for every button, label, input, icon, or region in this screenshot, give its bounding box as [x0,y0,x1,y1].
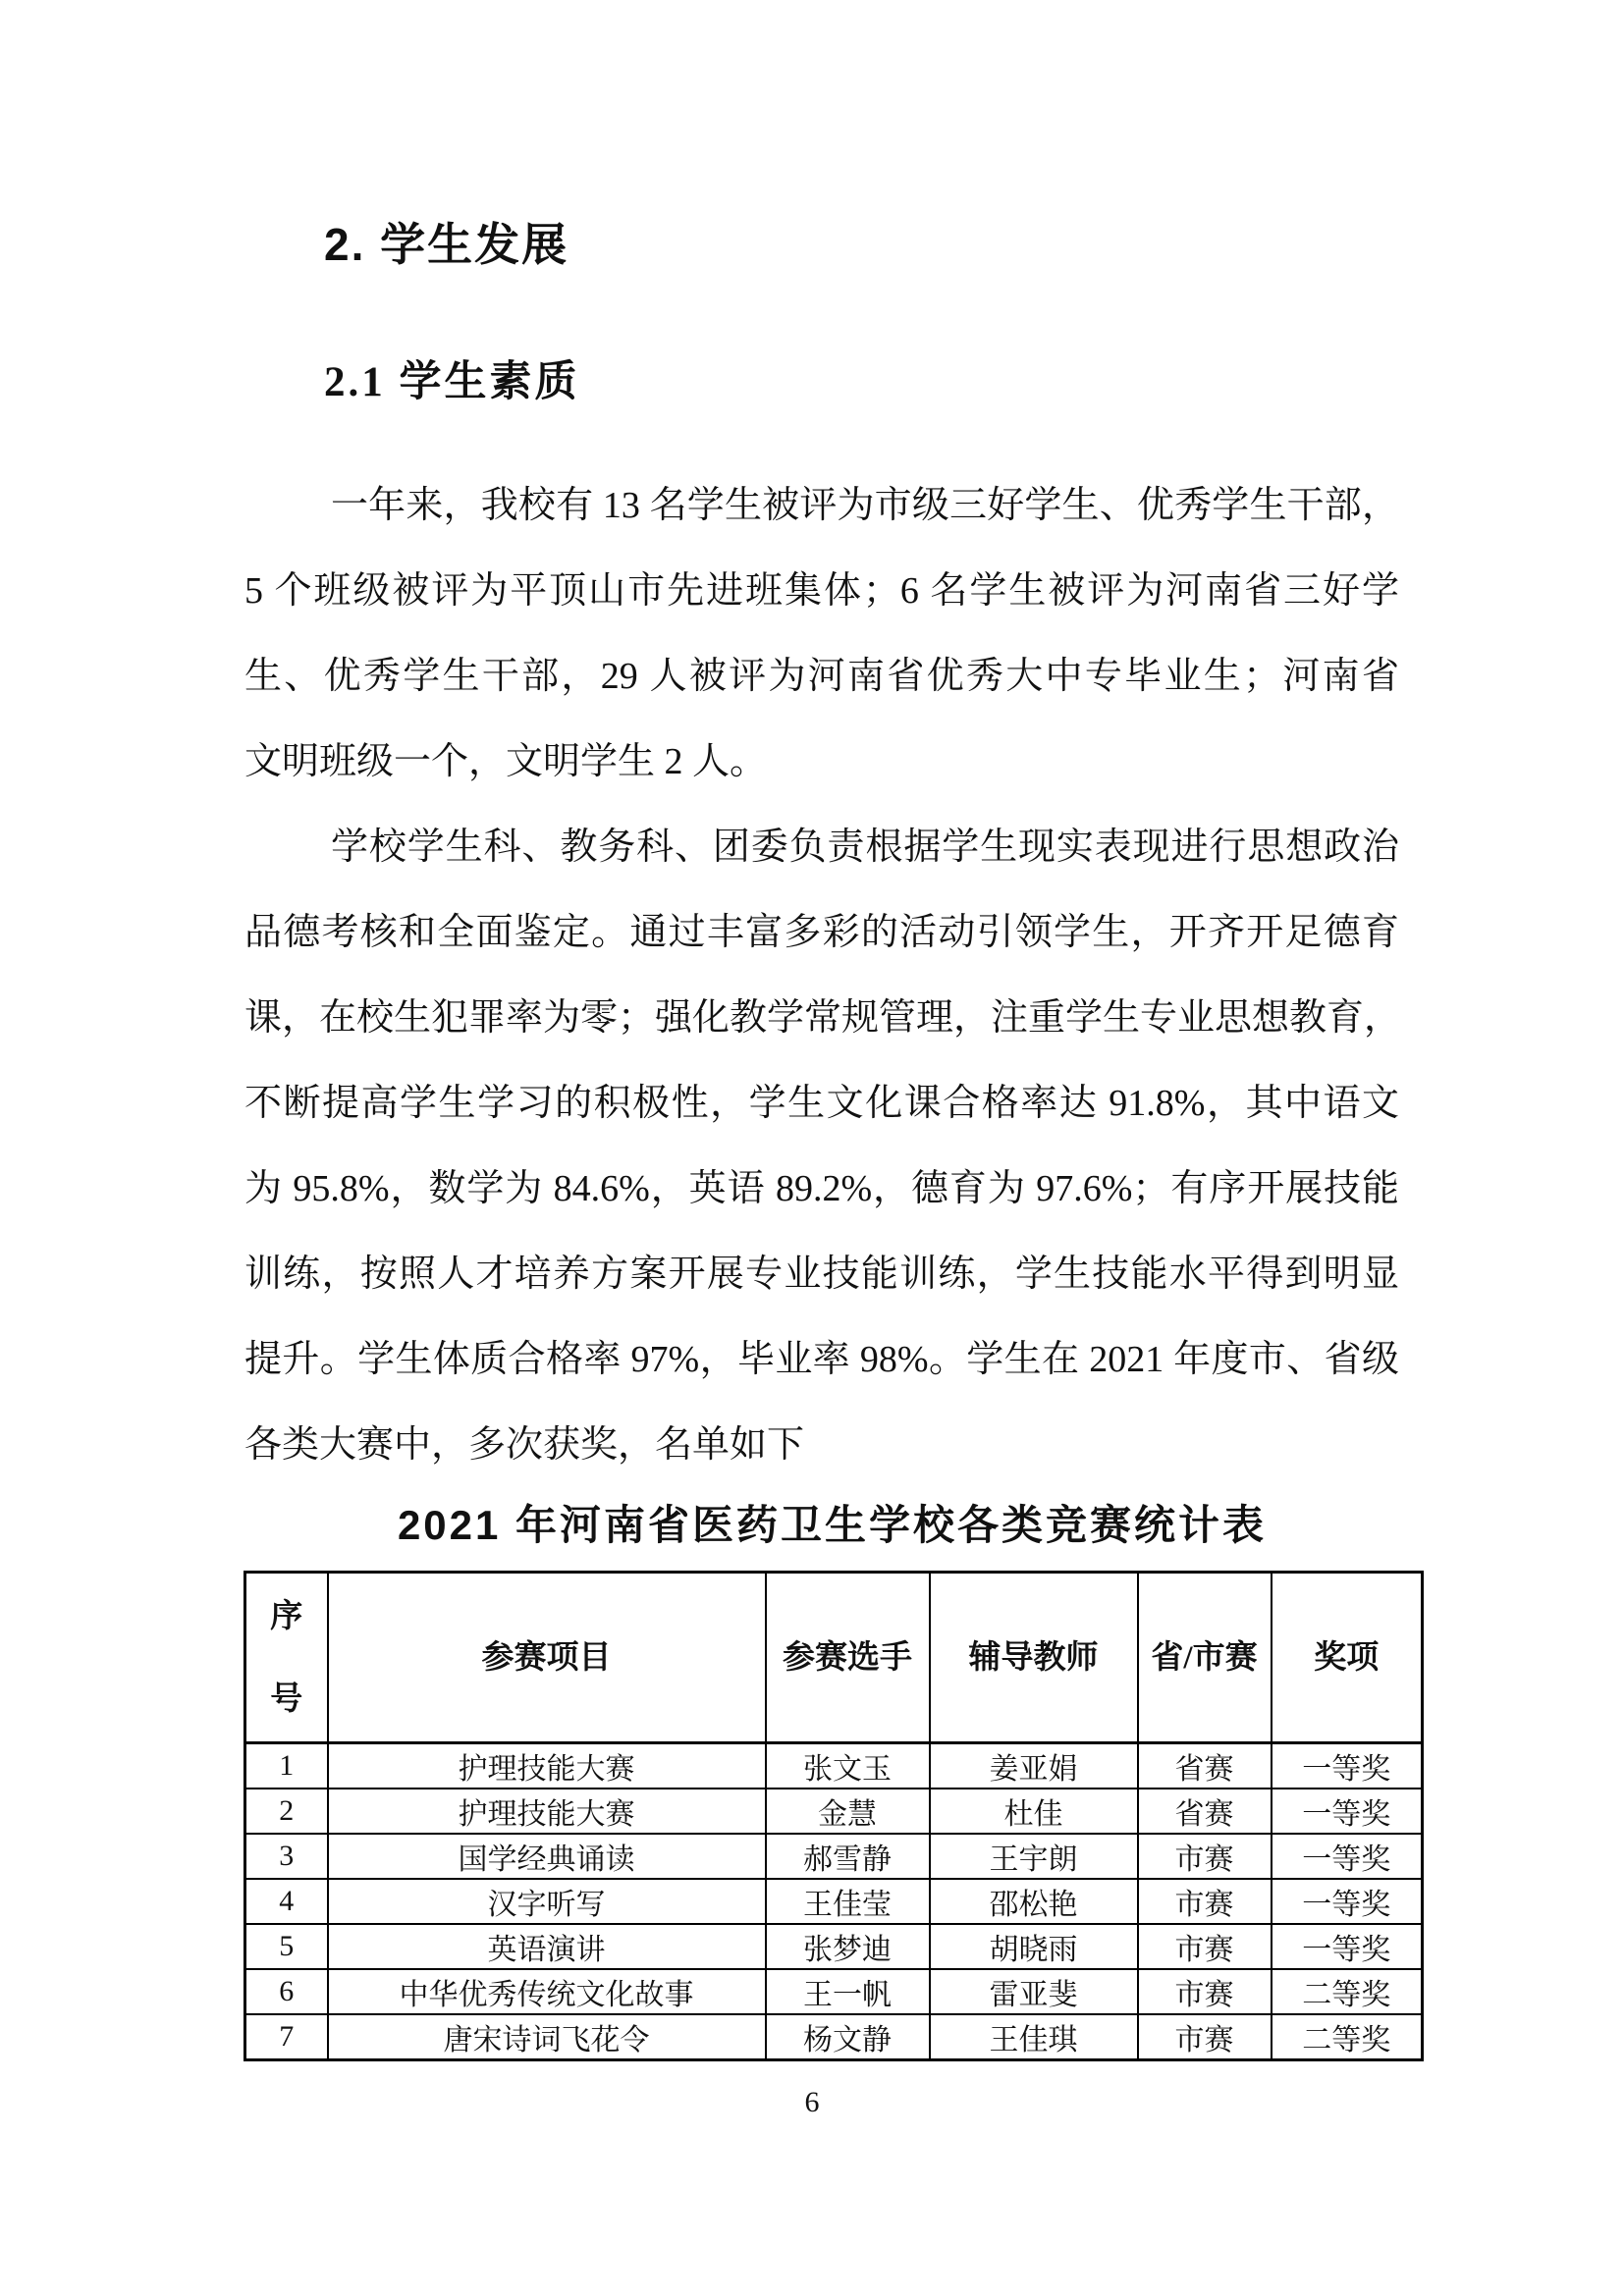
competition-table [244,1571,1424,2061]
table-cell: 邵松艳 [930,1879,1138,1924]
paragraph-2-line-1: 学校学生科、教务科、团委负责根据学生现实表现进行思想政治 [331,827,1399,868]
table-cell: 7 [245,2014,328,2060]
table-cell: 1 [245,1743,328,1789]
table-cell: 一等奖 [1272,1924,1423,1969]
table-cell: 市赛 [1138,1879,1272,1924]
table-cell: 唐宋诗词飞花令 [328,2014,766,2060]
table-cell: 张文玉 [766,1743,930,1789]
table-cell: 市赛 [1138,1834,1272,1879]
column-header-teacher: 辅导教师 [930,1573,1138,1743]
table-cell: 金慧 [766,1789,930,1834]
table-row [245,1789,1423,1834]
column-header-level: 省/市赛 [1138,1573,1272,1743]
subsection-heading: 2.1 学生素质 [324,359,580,405]
table-row [245,1743,1423,1789]
table-cell: 6 [245,1969,328,2014]
table-cell: 一等奖 [1272,1879,1423,1924]
table-cell: 护理技能大赛 [328,1743,766,1789]
table-cell: 2 [245,1789,328,1834]
column-header-contestant: 参赛选手 [766,1573,930,1743]
table-cell: 市赛 [1138,1924,1272,1969]
table-row [245,1969,1423,2014]
paragraph-2-line-7: 提升。学生体质合格率 97%，毕业率 98%。学生在 2021 年度市、省级 [244,1339,1399,1380]
table-cell: 英语演讲 [328,1924,766,1969]
table-cell: 王佳琪 [930,2014,1138,2060]
table-cell: 姜亚娟 [930,1743,1138,1789]
table-cell: 护理技能大赛 [328,1789,766,1834]
column-header-seq: 序号 [245,1573,328,1743]
paragraph-1-line-1: 一年来，我校有 13 名学生被评为市级三好学生、优秀学生干部， [331,485,1399,526]
table-cell: 省赛 [1138,1743,1272,1789]
table-cell: 杜佳 [930,1789,1138,1834]
table-cell: 张梦迪 [766,1924,930,1969]
paragraph-1-line-4: 文明班级一个，文明学生 2 人。 [244,741,768,782]
table-title: 2021 年河南省医药卫生学校各类竞赛统计表 [397,1502,1268,1548]
table-cell: 一等奖 [1272,1834,1423,1879]
table-cell: 胡晓雨 [930,1924,1138,1969]
table-cell: 二等奖 [1272,2014,1423,2060]
table-cell: 王宇朗 [930,1834,1138,1879]
table-cell: 王一帆 [766,1969,930,2014]
table-cell: 5 [245,1924,328,1969]
body-text [244,463,1402,1488]
page-number: 6 [804,2086,820,2118]
paragraph-2-line-4: 不断提高学生学习的积极性，学生文化课合格率达 91.8%，其中语文 [244,1083,1399,1124]
table-row [245,2014,1423,2060]
competition-table-body [245,1743,1423,2060]
paragraph-1-line-3: 生、优秀学生干部，29 人被评为河南省优秀大中专毕业生；河南省 [244,656,1399,697]
table-cell: 一等奖 [1272,1743,1423,1789]
table-cell: 二等奖 [1272,1969,1423,2014]
column-header-award: 奖项 [1272,1573,1423,1743]
paragraph-2-line-2: 品德考核和全面鉴定。通过丰富多彩的活动引领学生，开齐开足德育 [244,912,1399,953]
paragraph-2-line-5: 为 95.8%，数学为 84.6%，英语 89.2%，德育为 97.6%；有序开展技能 [244,1168,1399,1209]
table-row [245,1834,1423,1879]
table-cell: 3 [245,1834,328,1879]
table-cell: 省赛 [1138,1789,1272,1834]
table-header-row [245,1573,1423,1743]
table-cell: 杨文静 [766,2014,930,2060]
paragraph-1-line-2: 5 个班级被评为平顶山市先进班集体；6 名学生被评为河南省三好学 [244,570,1399,612]
table-row [245,1924,1423,1969]
table-cell: 郝雪静 [766,1834,930,1879]
table-cell: 一等奖 [1272,1789,1423,1834]
table-cell: 中华优秀传统文化故事 [328,1969,766,2014]
table-cell: 雷亚斐 [930,1969,1138,2014]
paragraph-2-line-3: 课，在校生犯罪率为零；强化教学常规管理，注重学生专业思想教育， [244,997,1402,1039]
paragraph-2-line-8: 各类大赛中，多次获奖，名单如下 [244,1424,805,1466]
section-heading: 2. 学生发展 [324,219,569,270]
table-cell: 4 [245,1879,328,1924]
column-header-event: 参赛项目 [328,1573,766,1743]
table-cell: 市赛 [1138,1969,1272,2014]
table-cell: 国学经典诵读 [328,1834,766,1879]
paragraph-2-line-6: 训练，按照人才培养方案开展专业技能训练，学生技能水平得到明显 [244,1254,1399,1295]
table-cell: 王佳莹 [766,1879,930,1924]
table-row [245,1879,1423,1924]
table-cell: 市赛 [1138,2014,1272,2060]
table-cell: 汉字听写 [328,1879,766,1924]
